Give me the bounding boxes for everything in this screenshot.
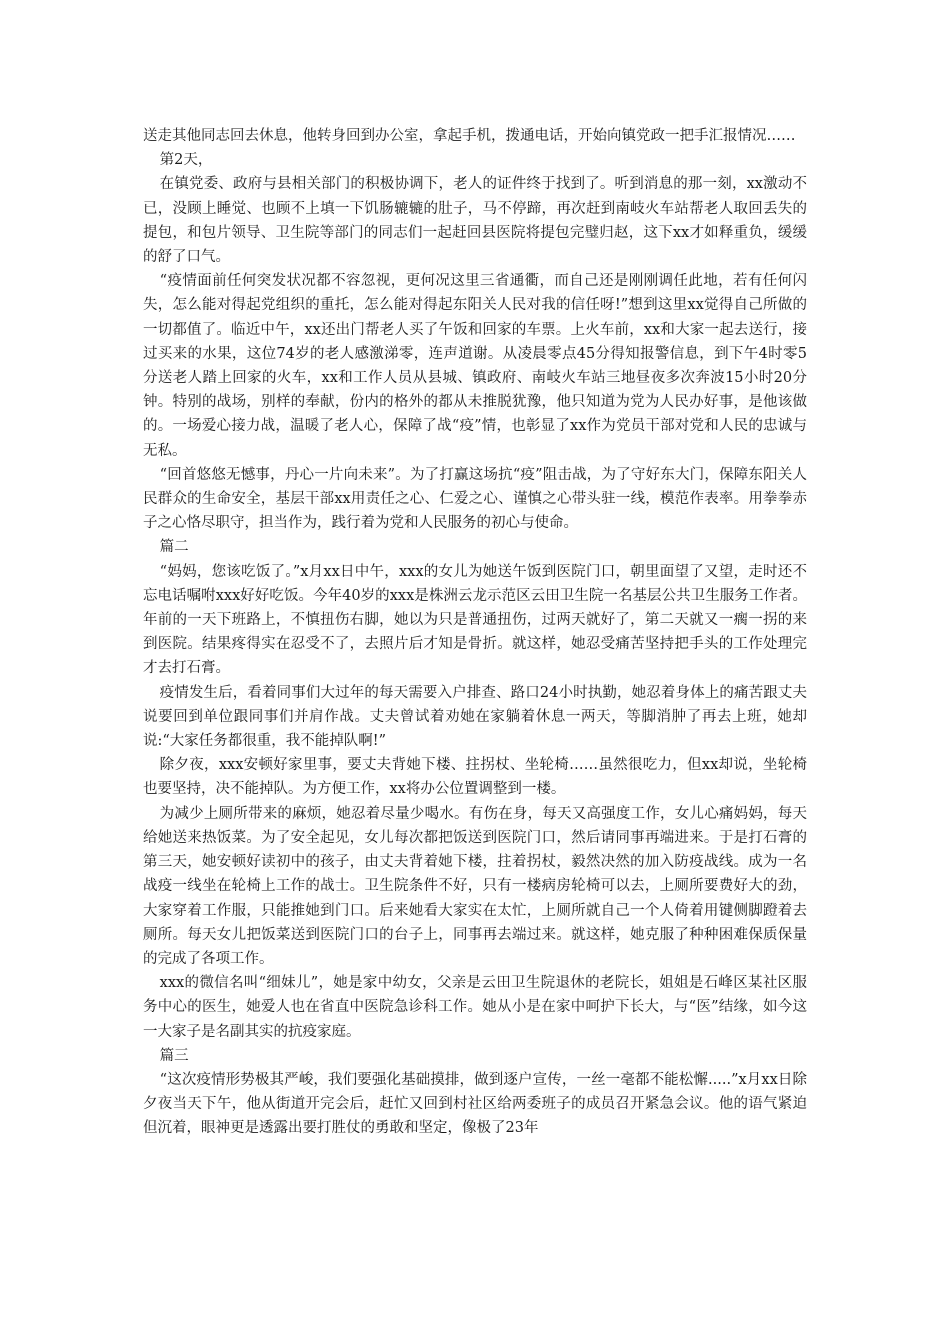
paragraph: 为减少上厕所带来的麻烦，她忍着尽量少喝水。有伤在身，每天又高强度工作，女儿心痛妈妈，每天给她送来热饭菜。为了安全起见，女儿每次都把饭送到医院门口，然后请同事再端进来。于是打石膏的第三天，她安顿好读初中的孩子，由丈夫背着她下楼，拄着拐杖，毅然决然的加入防疫战线。成为一名战疫一线坐在轮椅上工作的战士。卫生院条件不好，只有一楼病房轮椅可以去，上厕所要费好大的劲，大家穿着工作服，只能推她到门口。后来她看大家实在太忙，上厕所就自己一个人倚着用键侧脚蹬着去厕所。每天女儿把饭菜送到医院门口的台子上，同事再去端过来。就这样，她克服了种种困难保质保量的完成了各项工作。	[143, 805, 807, 967]
paragraph: 送走其他同志回去休息，他转身回到办公室，拿起手机，拨通电话，开始向镇党政一把手汇报情况……	[143, 128, 796, 144]
paragraph: 除夕夜，xxx安顿好家里事，要丈夫背她下楼、拄拐杖、坐轮椅……虽然很吃力，但xx却说，坐轮椅也要坚持，决不能掉队。为方便工作，xx将办公位置调整到一楼。	[143, 757, 807, 798]
section-heading: 篇三	[159, 1047, 189, 1064]
paragraph: “疫情面前任何突发状况都不容忽视，更何况这里三省通衢，而自己还是刚刚调任此地，若有任何闪失，怎么能对得起党组织的重托，怎么能对得起东阳关人民对我的信任呀!”想到这里xx觉得自己所做的一切都值了。临近中午，xx还出门帮老人买了午饭和回家的车票。上火车前，xx和大家一起去送行，接过买来的水果，这位74岁的老人感激涕零，连声道谢。从凌晨零点45分得知报警信息，到下午4时零5分送老人踏上回家的火车，xx和工作人员从县城、镇政府、南岐火车站三地昼夜多次奔波15小时20分钟。特别的战场，别样的奉献，份内的格外的都从未推脱犹豫，他只知道为党为人民办好事，是他该做的。一场爱心接力战，温暖了老人心，保障了战“疫”情，也彰显了xx作为党员干部对党和人民的忠诚与无私。	[143, 273, 807, 459]
paragraph: “妈妈，您该吃饭了。”x月xx日中午，xxx的女儿为她送午饭到医院门口，朝里面望了又望，走时还不忘电话嘱咐xxx好好吃饭。今年40岁的xxx是株洲云龙示范区云田卫生院一名基层公共卫生服务工作者。年前的一天下班路上，不慎扭伤右脚，她以为只是普通扭伤，过两天就好了，第二天就又一瘸一拐的来到医院。结果疼得实在忍受不了，去照片后才知是骨折。就这样，她忍受痛苦坚持把手头的工作处理完才去打石膏。	[143, 563, 807, 677]
paragraph: “这次疫情形势极其严峻，我们要强化基础摸排，做到逐户宣传，一丝一毫都不能松懈.....”x月xx日除夕夜当天下午，他从街道开完会后，赶忙又回到村社区给两委班子的成员召开紧急会议。他的语气紧迫但沉着，眼神更是透露出要打胜仗的勇敢和坚定，像极了23年	[143, 1071, 807, 1137]
paragraph: “回首悠悠无憾事，丹心一片向未来”。为了打赢这场抗“疫”阻击战，为了守好东大门，保障东阳关人民群众的生命安全，基层干部xx用责任之心、仁爱之心、谨慎之心带头驻一线，模范作表率。用拳拳赤子之心恪尽职守，担当作为，践行着为党和人民服务的初心与使命。	[143, 466, 807, 532]
paragraph: 在镇党委、政府与县相关部门的积极协调下，老人的证件终于找到了。听到消息的那一刻，xx激动不已，没顾上睡觉、也顾不上填一下饥肠辘辘的肚子，马不停蹄，再次赶到南岐火车站帮老人取回丢失的提包，和包片领导、卫生院等部门的同志们一起赶回县医院将提包完璧归赵，这下xx才如释重负，缓缓的舒了口气。	[143, 176, 807, 266]
section-heading: 篇二	[159, 539, 189, 556]
paragraph: 疫情发生后，看着同事们大过年的每天需要入户排查、路口24小时执勤，她忍着身体上的痛苦跟丈夫说要回到单位跟同事们并肩作战。丈夫曾试着劝她在家躺着休息一两天，等脚消肿了再去上班，她却说:“大家任务都很重，我不能掉队啊!”	[143, 684, 807, 750]
section-subheading: 第2天，	[159, 152, 213, 169]
document-page	[143, 124, 807, 1141]
paragraph: xxx的微信名叫“细妹儿”，她是家中幼女，父亲是云田卫生院退休的老院长，姐姐是石峰区某社区服务中心的医生，她爱人也在省直中医院急诊科工作。她从小是在家中呵护下长大，与“医”结缘，如今这一大家子是名副其实的抗疫家庭。	[143, 975, 807, 1040]
